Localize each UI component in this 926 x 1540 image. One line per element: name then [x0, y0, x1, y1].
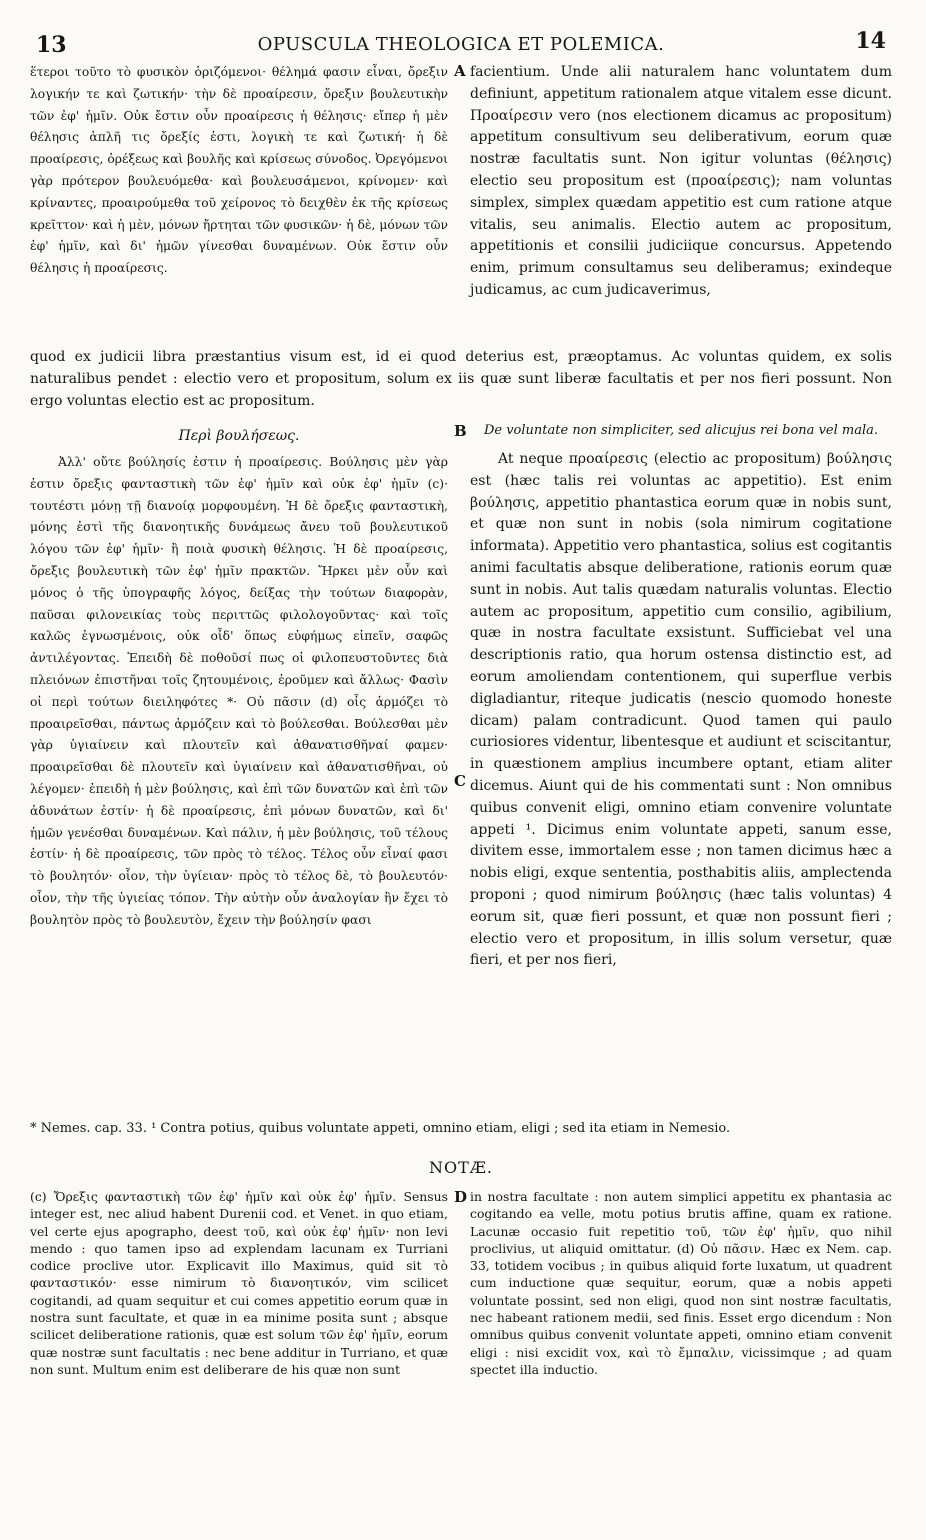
notae-heading: NOTÆ. — [429, 1158, 493, 1177]
page-number-left: 13 — [36, 32, 67, 58]
latin-column-upper — [470, 62, 892, 302]
page-number-right: 14 — [855, 28, 886, 54]
footnotes — [30, 1120, 892, 1138]
page — [30, 28, 892, 1377]
section-marker-d: D — [454, 1188, 468, 1206]
latin-paragraph-full: quod ex judicii libra præstantius visum est, id ei quod deterius est, præoptamus. Ac voluntas quidem, ex solis naturalibus pendet : electio vero et propositum, solum ex iis quæ sunt liberæ facultatis et per nos fieri possunt. Non ergo voluntas electio est ac propositum. — [30, 349, 892, 409]
greek-paragraph-2: Ἀλλ' οὔτε βούλησίς ἐστιν ἡ προαίρεσις. Βούλησις μὲν γὰρ ἐστιν ὄρεξις φανταστικὴ τῶν ἐφ' ἡμῖν καὶ οὐκ ἐφ' ἡμῖν (c)· τουτέστι μόνῃ τῇ διανοίᾳ μορφουμένη. Ἡ δὲ ὄρεξις φανταστικὴ, μόνης ἐστὶ τῆς διανοητικῆς δυνάμεως ἄνευ τοῦ βουλευτικοῦ λόγου τῶν ἐφ' ἡμῖν· ἢ ποιὰ φυσικὴ θέλησις. Ἡ δὲ προαίρεσις, ὄρεξις βουλευτικὴ τῶν ἐφ' ἡμῖν πρακτῶν. Ἤρκει μὲν οὖν καὶ μόνος ὁ τῆς ὑπογραφῆς λόγος, δείξας τὴν τούτων διαφορὰν, παῦσαι φιλονεικίας τοὺς περιττῶς φιλολογοῦντας· καὶ τοῖς καλῶς ἐγνωσμένοις, οὐκ οἶδ' ὅπως εὐφήμως εἰπεῖν, σαφῶς ἀντιλέγοντας. Ἐπειδὴ δὲ ποθοῦσί πως οἱ φιλοπευστοῦντες διὰ πλειόνων ἐπιστῆναι τοῖς ζητουμένοις, ἐροῦμεν καὶ ἄλλως· Φασὶν οἱ περὶ τούτων διειληφότες *· Οὐ πᾶσιν (d) οἷς ἁρμόζει τὸ προαιρεῖσθαι, πάντως ἁρμόζειν καὶ τὸ βούλεσθαι. Βούλεσθαι μὲν γὰρ ὑγιαίνειν καὶ πλουτεῖν καὶ ἀθανατισθῆναί φαμεν· προαιρεῖσθαι δὲ πλουτεῖν καὶ ὑγιαίνειν καὶ ἀθανατισθῆναι, οὐ λέγομεν· ἐπειδὴ ἡ μὲν βούλησις, καὶ ἐπὶ τῶν δυνατῶν καὶ ἐπὶ τῶν ἀδυνάτων ἐστίν· ἡ δὲ προαίρεσις, ἐπὶ μόνων δυνατῶν, καὶ δι' ἡμῶν γενέσθαι δυναμένων. Καὶ πάλιν, ἡ μὲν βούλησις, τοῦ τέλους ἐστίν· ἡ δὲ προαίρεσις, τῶν πρὸς τὸ τέλος. Τέλος οὖν εἶναί φασι τὸ βουλητόν· οἷον, τὴν ὑγίειαν· πρὸς τὸ τέλος δὲ, τὸ βουλευτόν· οἷον, τὴν τῆς ὑγιείας τόπον. Τὴν αὐτὴν οὖν ἀναλογίαν ἣν ἔχει τὸ βουλητὸν πρὸς τὸ βουλευτὸν, ἔχειν τὴν βούλησίν φασι — [30, 455, 448, 927]
latin-paragraph-1: facientium. Unde alii naturalem hanc voluntatem dum definiunt, appetitum rationalem atque vitalem esse dicunt. Προαίρεσιν vero (nos electionem dicamus ac propositum) appetitum consultivum seu deliberativum, eorum quæ nostræ facultatis sunt. Non igitur voluntas (θέλησις) electio seu propositum est (προαίρεσις); nam voluntas simplex, simplex quædam appetitio est cum ratione atque vitalis, seu animalis. Electio autem ac propositum, appetitionis et consilii judiciique concursus. Appetendo enim, primum consultamus seu deliberamus; exindeque judicamus, ac cum judicaverimus, — [470, 64, 892, 298]
latin-paragraph-2: At neque προαίρεσις (electio ac propositum) βούλησις est (hæc talis rei voluntas ac appetitio). Est enim βούλησις, appetitio phantastica eorum quæ in nobis sunt, et quæ non sunt in nobis (sola nimirum cogitatione informata). Appetitio vero phantastica, solius est cogitantis animi facultatis absque deliberatione, rationis eorum quæ sunt in nobis. Aut talis quædam naturalis voluntas. Electio autem ac propositum, appetitio cum consilio, agibilium, quæ in nostra facultate exsistunt. Sufficiebat vel una descriptionis ratio, qua horum ostensa distinctio est, ad eorum amoliendam contentionem, qui superflue verbis digladiantur, riteque judicatis (nescio quomodo honeste dicam) palam contradicunt. Quod tamen qui paulo curiosiores videntur, libentesque et audiunt et sciscitantur, in quæstionem amplius incumbere optant, etiam aliter dicemus. Aiunt qui de his commentati sunt : Non omnibus quibus convenit eligi, omnino etiam convenire voluntate appeti ¹. Dicimus enim voluntate appeti, sanum esse, divitem esse, immortalem esse ; non tamen dicimus hæc a nobis eligi, exque sententia, posthabitis aliis, amplectenda proponi ; quod nimirum βούλησις (hæc talis voluntas) 4 eorum sit, quæ fieri possunt, et quæ non possunt fieri ; electio vero et propositum, in illis solum versetur, quæ fieri, et per nos fieri, — [470, 451, 892, 969]
greek-paragraph-1: ἕτεροι τοῦτο τὸ φυσικὸν ὁριζόμενοι· θέλημά φασιν εἶναι, ὄρεξιν λογικήν τε καὶ ζωτικήν· τὴν δὲ προαίρεσιν, ὄρεξιν βουλευτικὴν τῶν ἐφ' ἡμῖν. Οὐκ ἔστιν οὖν προαίρεσις ἡ θέλησις· εἴπερ ἡ μὲν θέλησις ἁπλῆ τις ὄρεξίς ἐστι, λογικὴ τε καὶ ζωτική· ἡ δὲ προαίρεσις, ὀρέξεως καὶ βουλῆς καὶ κρίσεως σύνοδος. Ὀρεγόμενοι γὰρ πρότερον βουλευόμεθα· καὶ βουλευσάμενοι, κρίνομεν· καὶ κρίναντες, προαιρούμεθα τοῦ χείρονος τὸ δειχθὲν ἐκ τῆς κρίσεως κρεῖττον· καὶ ἡ μὲν, μόνων ἤρτηται τῶν φυσικῶν· ἡ δὲ, μόνων τῶν ἐφ' ἡμῖν, καὶ δι' ἡμῶν γίνεσθαι δυναμένων. Οὐκ ἔστιν οὖν θέλησις ἡ προαίρεσις. — [30, 65, 448, 276]
note-c: (c) Ὄρεξις φανταστικὴ τῶν ἐφ' ἡμῖν καὶ οὐκ ἐφ' ἡμῖν. Sensus integer est, nec aliud habent Durenii cod. et Venet. in quo etiam, vel certe ejus apographo, deest τοῦ, καὶ οὐκ ἐφ' ἡμῖν· non levi mendo : quo tamen ipso ad explendam lacunam ex Turriani codice proclive utor. Explicavit illo Maximus, quid sit τὸ φανταστικόν· esse nimirum τὸ διανοητικόν, vim scilicet cogitandi, ad quam sequitur et cui comes appetitio eorum quæ in nostra sunt facultate, et quæ in ea minime posita sunt ; absque scilicet deliberatione rationis, quæ est solum τῶν ἐφ' ἡμῖν, eorum quæ nostræ sunt facultatis : nec bene additur in Turriano, et quæ non sunt. Multum enim est deliberare de his quæ non sunt — [30, 1189, 448, 1377]
page-title: OPUSCULA THEOLOGICA ET POLEMICA. — [257, 34, 665, 55]
latin-column-lower — [470, 418, 892, 972]
lower-columns — [30, 418, 892, 1118]
section-marker-c: C — [454, 772, 466, 790]
latin-section-heading: De voluntate non simpliciter, sed alicujus rei bona vel mala. — [483, 423, 879, 438]
section-marker-b: B — [454, 422, 467, 440]
running-header — [30, 28, 892, 62]
note-column-left — [30, 1188, 448, 1378]
notes-columns — [30, 1188, 892, 1518]
upper-columns — [30, 62, 892, 342]
greek-section-heading: Περὶ βουλήσεως. — [178, 428, 300, 444]
greek-column-upper — [30, 62, 448, 280]
note-column-right — [470, 1188, 892, 1378]
latin-fullwidth — [30, 346, 892, 412]
note-d: in nostra facultate : non autem simplici appetitu ex phantasia ac cogitando ea velle, motu potius brutis affine, quam ex ratione. Lacunæ occasio fuit repetitio τοῦ, τῶν ἐφ' ἡμῖν, quo nihil proclivius, ut aliquid omittatur. (d) Οὐ πᾶσιν. Hæc ex Nem. cap. 33, totidem vocibus ; in quibus aliquid forte luxatum, ut quadrent cum inductione quæ sequitur, eorum, quæ a nobis appeti voluntate possint, sed non eligi, quod non sint nostræ facultatis, nec habeant rationem medii, sed finis. Esset ergo dicendum : Non omnibus quibus convenit voluntate appeti, omnino etiam convenit eligi : nisi excidit vox, καὶ τὸ ἔμπαλιν, vicissimque ; ad quam spectet illa inductio. — [470, 1189, 892, 1377]
greek-column-lower — [30, 418, 448, 932]
section-marker-a: A — [454, 62, 466, 80]
footnote-text: * Nemes. cap. 33. ¹ Contra potius, quibus voluntate appeti, omnino etiam, eligi ; sed ita etiam in Nemesio. — [30, 1121, 731, 1136]
